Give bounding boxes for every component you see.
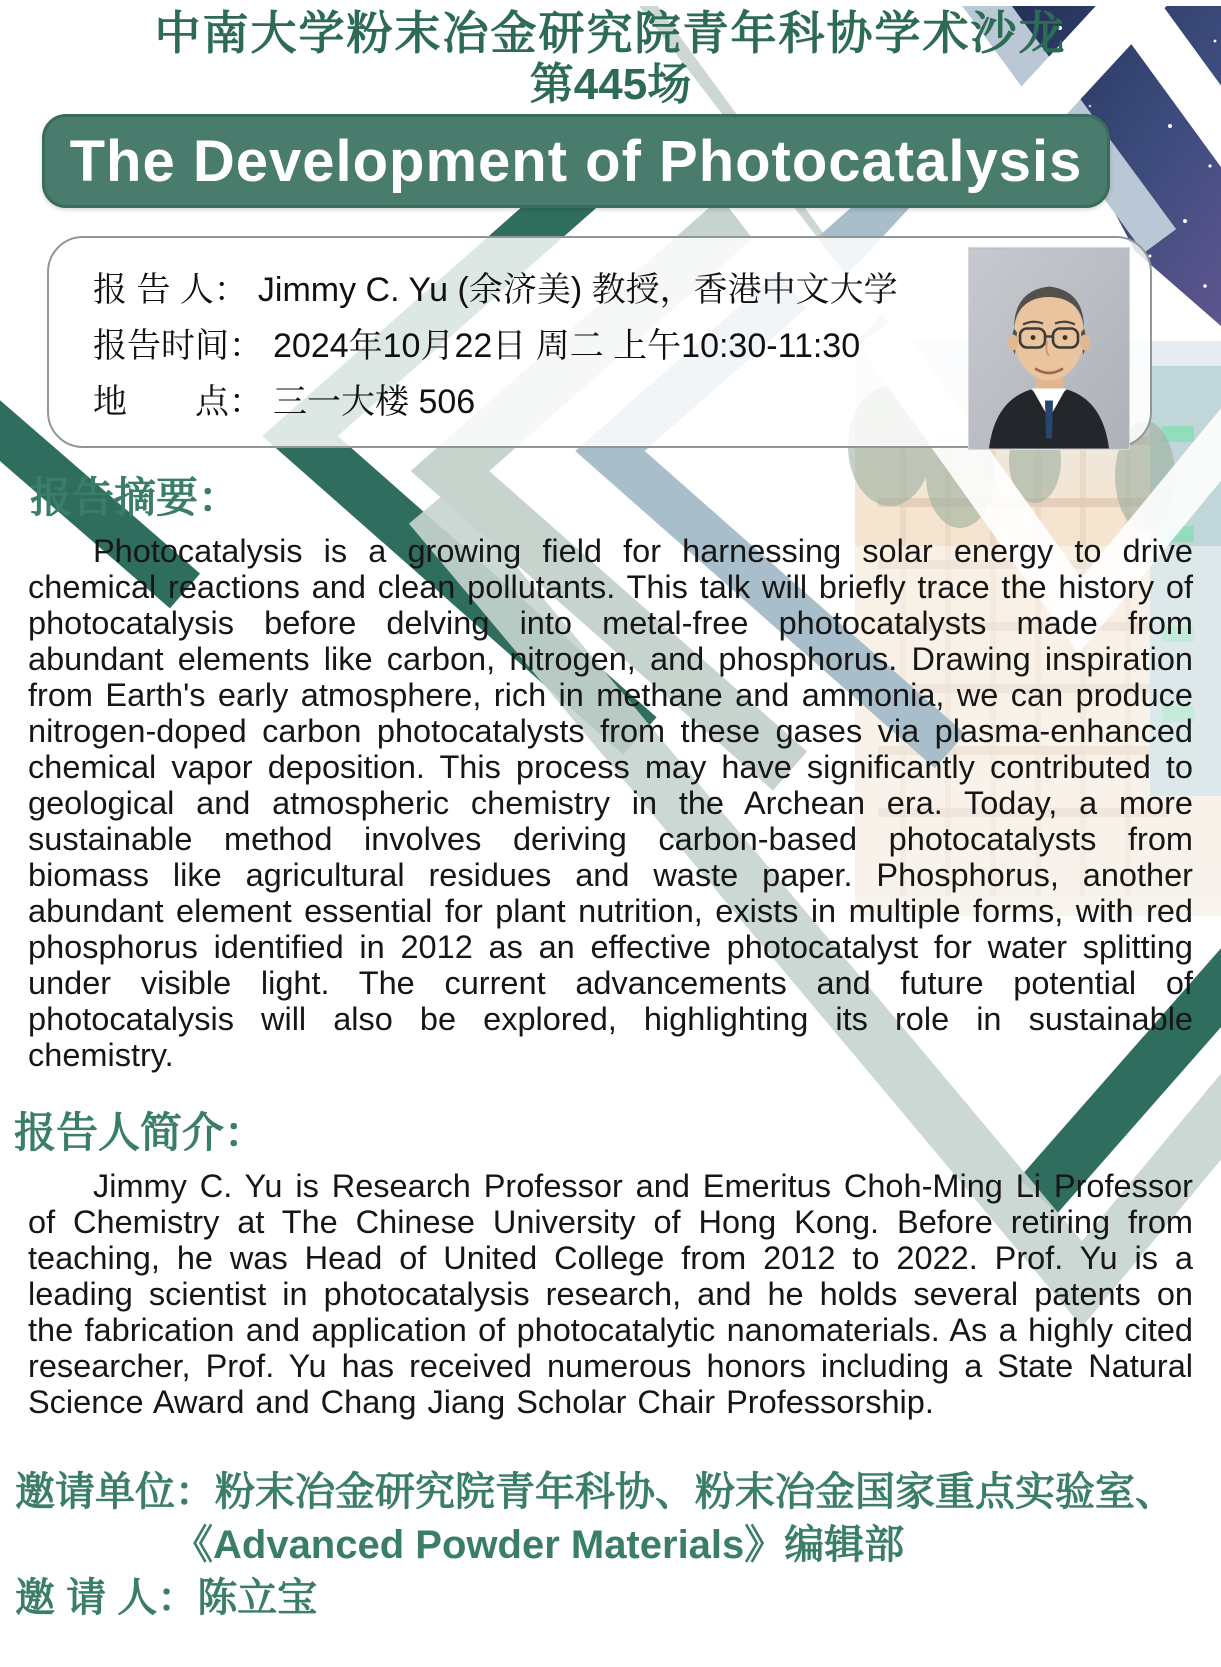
footer-block — [15, 1466, 1205, 1625]
talk-title-banner — [42, 114, 1110, 208]
talk-info-card — [47, 236, 1152, 448]
bio-text: Jimmy C. Yu is Research Professor and Emeritus Choh-Ming Li Professor of Chemistry at The Chinese University of Hong Kong. Before retiring from teaching, he was Head of United College from 2012 to 2022. Prof. Yu is a leading scientist in photocatalysis research, and he holds several patents on the fabrication and application of photocatalytic nanomaterials. As a highly cited researcher, Prof. Yu has received numerous honors including a State Natural Science Award and Chang Jiang Scholar Chair Professorship. — [28, 1168, 1193, 1420]
speaker-value: Jimmy C. Yu (余济美) 教授，香港中文大学 — [257, 271, 898, 309]
series-title: 中南大学粉末冶金研究院青年科协学术沙龙 — [154, 7, 1067, 59]
inviter-line: 邀 请 人：陈立宝 — [15, 1576, 318, 1620]
venue-label: 地 点： — [93, 383, 263, 421]
session-number: 第445场 — [529, 60, 692, 109]
abstract-text: Photocatalysis is a growing field for harnessing solar energy to drive chemical reactions and clean pollutants. This talk will briefly trace the history of photocatalysis before delving into metal-free photocatalysts made from abundant elements like carbon, nitrogen, and phosphorus. Drawing inspiration from Earth's early atmosphere, rich in methane and ammonia, we can produce nitrogen-doped carbon photocatalysts from these gases via plasma-enhanced chemical vapor deposition. This process may have significantly contributed to geological and atmospheric chemistry in the Archean era. Today, a more sustainable method involves deriving carbon-based photocatalysts from biomass like agricultural residues and waste paper. Phosphorus, another abundant element essential for plant nutrition, exists in multiple forms, with red phosphorus identified in 2012 as an effective photocatalyst for water splitting under visible light. The current advancements and future potential of photocatalysis will also be explored, highlighting its role in sustainable chemistry. — [28, 533, 1193, 1073]
hosts-line1: 邀请单位：粉末冶金研究院青年科协、粉末冶金国家重点实验室、 — [15, 1470, 1175, 1514]
time-value: 2024年10月22日 周二 上午10:30-11:30 — [273, 327, 861, 365]
time-label: 报告时间： — [93, 327, 263, 365]
poster-title — [0, 6, 1221, 110]
speaker-row — [93, 262, 950, 318]
abstract-heading: 报告摘要： — [30, 474, 241, 521]
bio-heading: 报告人简介： — [14, 1109, 267, 1156]
talk-title: The Development of Photocatalysis — [69, 128, 1083, 194]
speaker-photo — [968, 247, 1130, 450]
venue-row — [93, 374, 950, 430]
time-row — [93, 318, 950, 374]
venue-value: 三一大楼 506 — [273, 383, 476, 421]
speaker-label: 报 告 人： — [93, 271, 248, 309]
hosts-line2: 《Advanced Powder Materials》编辑部 — [173, 1523, 905, 1567]
